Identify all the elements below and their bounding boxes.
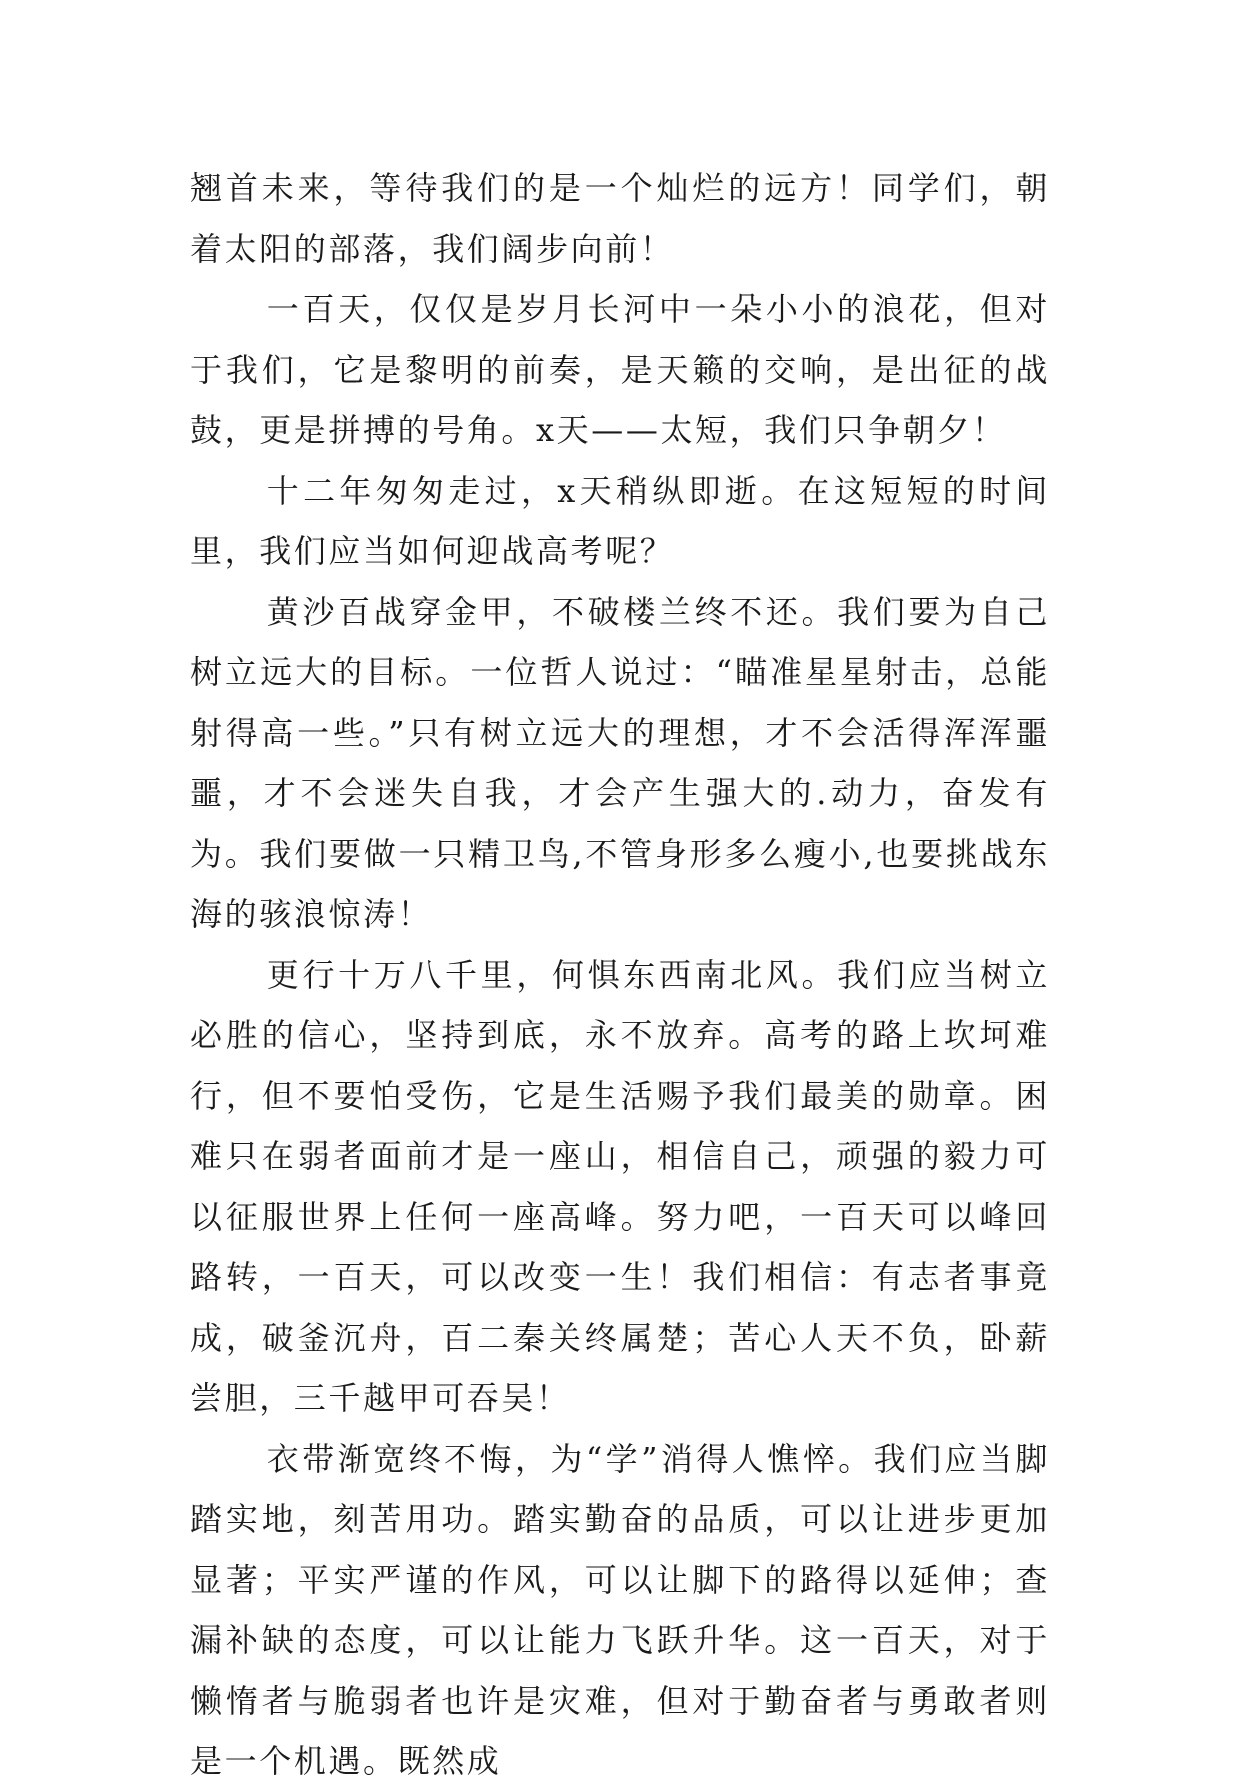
paragraph-twelve-years: 十二年匆匆走过，x天稍纵即逝。在这短短的时间里，我们应当如何迎战高考呢？ [190,471,1050,570]
paragraph-diligence: 衣带渐宽终不悔，为“学”消得人憔悴。我们应当脚踏实地，刻苦用功。踏实勤奋的品质，可以让进步更加显著；平实严谨的作风，可以让脚下的路得以延伸；查漏补缺的态度，可以让能力飞跃升华。这一百天，对于懒惰者与脆弱者也许是灾难，但对于勤奋者与勇敢者则是一个机遇。既然成 [190,1439,1050,1780]
paragraph-confidence: 更行十万八千里，何惧东西南北风。我们应当树立必胜的信心，坚持到底，永不放弃。高考的路上坎坷难行，但不要怕受伤，它是生活赐予我们最美的勋章。困难只在弱者面前才是一座山，相信自己，顽强的毅力可以征服世界上任何一座高峰。努力吧，一百天可以峰回路转，一百天，可以改变一生！我们相信：有志者事竟成，破釜沉舟，百二秦关终属楚；苦心人天不负，卧薪尝胆，三千越甲可吞吴！ [190,955,1050,1417]
paragraph-goals: 黄沙百战穿金甲，不破楼兰终不还。我们要为自己树立远大的目标。一位哲人说过：“瞄准星星射击，总能射得高一些。”只有树立远大的理想，才不会活得浑浑噩噩，才不会迷失自我，才会产生强大的.动力，奋发有为。我们要做一只精卫鸟,不管身形多么瘦小,也要挑战东海的骇浪惊涛！ [190,592,1050,933]
paragraph-hundred-days: 一百天，仅仅是岁月长河中一朵小小的浪花，但对于我们，它是黎明的前奏，是天籁的交响，是出征的战鼓，更是拼搏的号角。x天——太短，我们只争朝夕！ [190,290,1050,449]
document-body [190,158,1050,1792]
paragraph-continuation: 翘首未来，等待我们的是一个灿烂的远方！同学们，朝着太阳的部落，我们阔步向前！ [190,169,1050,268]
